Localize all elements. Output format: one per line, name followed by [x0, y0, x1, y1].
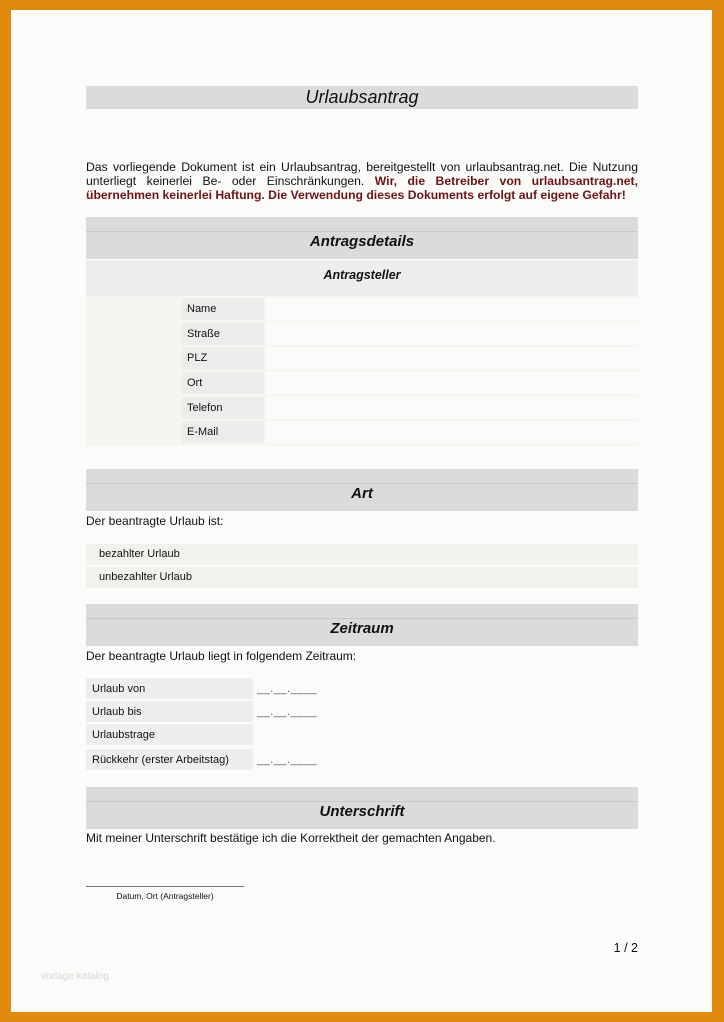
unterschrift-description: Mit meiner Unterschrift bestätige ich die Korrektheit der gemachten Angaben.	[86, 831, 496, 845]
field-label: E-Mail	[182, 421, 264, 443]
field-telefon-row	[182, 397, 638, 420]
document-title: Urlaubsantrag	[86, 86, 638, 109]
field-plz-row	[182, 347, 638, 370]
section-title: Antragsdetails	[309, 233, 415, 250]
document-page	[11, 10, 712, 1012]
liability-warning: Wir, die Betreiber von urlaubsantrag.net, übernehmen keinerlei Haftung. Die Verwendung dieses Dokuments erfolgt auf eigene Gefahr!	[86, 174, 638, 202]
field-label: Straße	[182, 323, 264, 345]
field-label: Urlaub von	[86, 678, 253, 699]
art-description: Der beantragte Urlaub ist:	[86, 514, 224, 528]
watermark: vorlage katalog	[41, 971, 109, 982]
field-label: Rückkehr (erster Arbeitstag)	[86, 749, 253, 770]
urlaubstage-field[interactable]	[257, 724, 317, 745]
urlaubstage-row	[86, 724, 326, 746]
section-antragsdetails-heading	[86, 217, 638, 259]
option-bezahlter-urlaub[interactable]: bezahlter Urlaub	[86, 544, 638, 565]
urlaub-bis-row	[86, 701, 326, 723]
field-name-row	[182, 298, 638, 321]
field-strasse-row	[182, 323, 638, 346]
signature-line[interactable]	[86, 886, 244, 887]
field-label: Ort	[182, 372, 264, 394]
telefon-field[interactable]	[266, 397, 638, 419]
ort-field[interactable]	[266, 372, 638, 394]
section-divider	[86, 231, 638, 232]
section-title: Zeitraum	[330, 620, 394, 637]
field-ort-row	[182, 372, 638, 395]
section-title: Art	[351, 485, 373, 502]
section-unterschrift-heading	[86, 787, 638, 829]
section-art-heading	[86, 469, 638, 511]
applicant-form	[86, 296, 638, 446]
name-field[interactable]	[266, 298, 638, 320]
email-field[interactable]	[266, 421, 638, 443]
option-unbezahlter-urlaub[interactable]: unbezahlter Urlaub	[86, 567, 638, 588]
field-label: Urlaub bis	[86, 701, 253, 722]
field-label: PLZ	[182, 347, 264, 369]
rueckkehr-row	[86, 749, 326, 771]
urlaub-von-field[interactable]: __.__.____	[257, 683, 318, 695]
zeitraum-description: Der beantragte Urlaub liegt in folgendem Zeitraum:	[86, 649, 357, 663]
signature-label: Datum, Ort (Antragsteller)	[116, 891, 214, 901]
field-label: Name	[182, 298, 264, 320]
field-label: Urlaubstrage	[86, 724, 253, 745]
section-zeitraum-heading	[86, 604, 638, 646]
antragsteller-subheading: Antragsteller	[86, 260, 638, 296]
page-number: 1 / 2	[613, 941, 638, 955]
field-email-row	[182, 421, 638, 444]
intro-paragraph	[86, 160, 638, 202]
section-divider	[86, 618, 638, 619]
rueckkehr-field[interactable]: __.__.____	[257, 754, 318, 766]
intro-text: Das vorliegende Dokument ist ein Urlaubsantrag, bereitgestellt von urlaubsantrag.net. Die Nutzung unterliegt keinerlei Be- oder Einschränkungen.	[86, 160, 638, 188]
plz-field[interactable]	[266, 347, 638, 369]
section-title: Unterschrift	[319, 803, 405, 820]
field-label: Telefon	[182, 397, 264, 419]
urlaub-bis-field[interactable]: __.__.____	[257, 706, 318, 718]
strasse-field[interactable]	[266, 323, 638, 345]
section-divider	[86, 801, 638, 802]
section-divider	[86, 483, 638, 484]
urlaub-von-row	[86, 678, 326, 700]
